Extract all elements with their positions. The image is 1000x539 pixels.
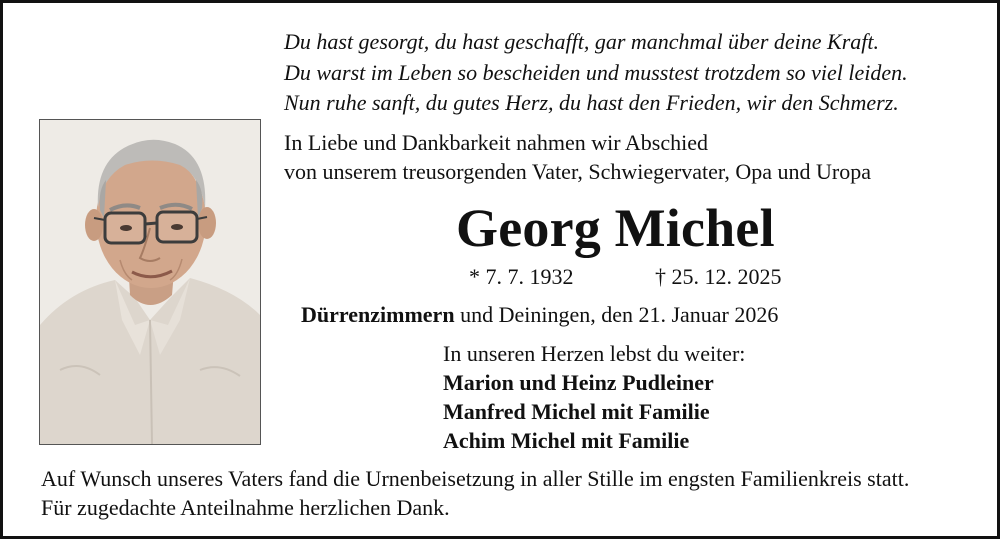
poem-line: Du hast gesorgt, du hast geschafft, gar manchmal über deine Kraft. xyxy=(284,29,879,54)
poem-line: Nun ruhe sanft, du gutes Herz, du hast den Frieden, wir den Schmerz. xyxy=(284,90,899,115)
place-name: Dürrenzimmern xyxy=(301,302,455,327)
footer-line: Für zugedachte Anteilnahme herzlichen Dank. xyxy=(41,495,450,520)
place-date-rest: und Deiningen, den 21. Januar 2026 xyxy=(454,302,779,327)
mourner-name: Marion und Heinz Pudleiner xyxy=(443,370,714,395)
intro-line: von unserem treusorgenden Vater, Schwiegervater, Opa und Uropa xyxy=(284,159,871,184)
place-date-line xyxy=(301,301,778,329)
footer-line: Auf Wunsch unseres Vaters fand die Urnenbeisetzung in aller Stille im engsten Familienkreis statt. xyxy=(41,466,910,491)
mourner-name: Achim Michel mit Familie xyxy=(443,428,690,453)
poem-line: Du warst im Leben so bescheiden und musstest trotzdem so viel leiden. xyxy=(284,59,908,85)
intro-text xyxy=(284,128,871,186)
mourner-name: Manfred Michel mit Familie xyxy=(443,399,710,424)
mourners-intro: In unseren Herzen lebst du weiter: xyxy=(443,341,746,366)
portrait-photo xyxy=(39,119,261,445)
deceased-name: Georg Michel xyxy=(456,198,775,258)
birth-date: * 7. 7. 1932 xyxy=(469,264,574,289)
poem xyxy=(284,27,908,119)
mourners-block xyxy=(443,339,745,455)
death-date: † 25. 12. 2025 xyxy=(655,264,782,289)
intro-line: In Liebe und Dankbarkeit nahmen wir Abschied xyxy=(284,130,708,155)
footer-text xyxy=(41,464,909,522)
